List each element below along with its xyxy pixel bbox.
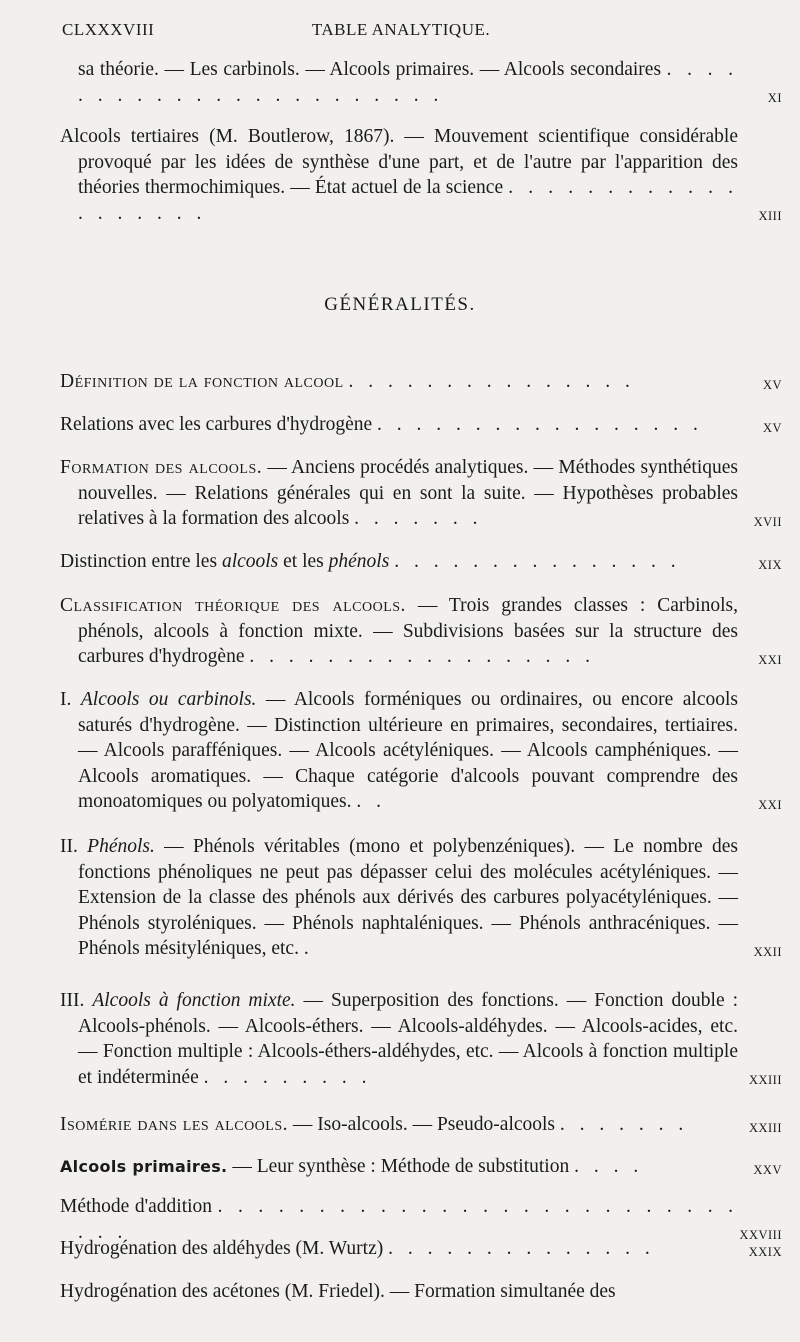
entry-italic: Alcools ou carbinols. bbox=[80, 689, 257, 710]
entry-text: Méthode d'addition bbox=[60, 1196, 213, 1217]
entry-text: Distinction entre les bbox=[60, 551, 222, 572]
entry-italic: Alcools à fonction mixte. bbox=[92, 990, 296, 1011]
toc-entry: Alcools tertiaires (M. Boutlerow, 1867). — Mouvement scientifique considérable provoqué par les idées de synthèse d'une part, et de l'autre par l'apparition des théories thermochimiques. — État actuel de la science . . . . . . . . . . . . . . . . . . . XIII bbox=[60, 124, 782, 226]
toc-entry: Hydrogénation des aldéhydes (M. Wurtz) . . . . . . . . . . . . . . XXIX bbox=[60, 1236, 782, 1262]
running-head bbox=[62, 20, 740, 48]
entry-text: et les bbox=[278, 551, 329, 572]
entry-lead: Classification théorique des alcools. bbox=[60, 595, 406, 616]
entry-text: — Superposition des fonctions. — Fonction double : Alcools-phénols. — Alcools-éthers. — Alcools-aldéhydes. — Alcools-acides, etc. — Fonction multiple : Alcools-éthers-aldéhydes, etc. — Alcools à fonction multiple et indéterminée bbox=[78, 990, 738, 1088]
entry-italic: alcools bbox=[221, 551, 279, 572]
entry-text: sa théorie. — Les carbinols. — Alcools primaires. — Alcools secondaires bbox=[78, 59, 662, 80]
entry-lead: Définition de la fonction alcool bbox=[60, 371, 344, 392]
entry-text: Hydrogénation des acétones (M. Friedel). — Formation simultanée des bbox=[60, 1281, 616, 1302]
entry-numeral: II. bbox=[60, 836, 88, 857]
entry-numeral: III. bbox=[60, 990, 93, 1011]
toc-entry: Alcools primaires. — Leur synthèse : Méthode de substitution . . . . XXV bbox=[60, 1154, 782, 1180]
entry-text: Alcools tertiaires (M. Boutlerow, 1867). — Mouvement scientifique considérable provoqué par les idées de synthèse d'une part, et de l'autre par l'apparition des théories thermochimiques. — État actuel de la science bbox=[60, 126, 738, 198]
entry-page: XIX bbox=[758, 557, 782, 572]
entry-text: — Leur synthèse : Méthode de substitution bbox=[227, 1156, 570, 1177]
entry-text: — Phénols véritables (mono et polybenzéniques). — Le nombre des fonctions phénoliques ne peut pas dépasser celui des molécules acétyléniques. — Extension de la classe des phénols aux dérivés des carbures polyacétyléniques. — Phénols styroléniques. — Phénols naphtaléniques. — Phénols anthracéniques. — Phénols mésityléniques, etc. bbox=[78, 836, 738, 959]
entry-page: XXV bbox=[753, 1162, 782, 1177]
entry-text: — Trois grandes classes : Carbinols, phénols, alcools à fonction mixte. — Subdivisions basées sur la structure des carbures d'hydrogène bbox=[78, 595, 738, 667]
entry-text: Hydrogénation des aldéhydes (M. Wurtz) bbox=[60, 1238, 384, 1259]
running-title: TABLE ANALYTIQUE. bbox=[311, 20, 491, 39]
entry-text: — Anciens procédés analytiques. — Méthodes synthétiques nouvelles. — Relations générales qui en sont la suite. — Hypothèses probables relatives à la formation des alcools bbox=[78, 457, 738, 529]
entry-italic: phénols bbox=[328, 551, 390, 572]
toc-entry: Classification théorique des alcools. — Trois grandes classes : Carbinols, phénols, alcools à fonction mixte. — Subdivisions basées sur la structure des carbures d'hydrogène . . . . . . . . . . . . . . . . . . XXI bbox=[60, 593, 782, 670]
entry-page: XXIII bbox=[748, 1073, 782, 1087]
toc-entry: Formation des alcools. — Anciens procédés analytiques. — Méthodes synthétiques nouvelles. — Relations générales qui en sont la suite. — Hypothèses probables relatives à la formation des alcools . . . . . . . XVII bbox=[60, 455, 782, 532]
entry-page: XV bbox=[762, 420, 782, 435]
toc-entry: III. Alcools à fonction mixte. — Superposition des fonctions. — Fonction double : Alcools-phénols. — Alcools-éthers. — Alcools-aldéhydes. — Alcools-acides, etc. — Fonction multiple : Alcools-éthers-aldéhydes, etc. — Alcools à fonction multiple et indéterminée . . . . . . . . . XXIII bbox=[60, 988, 782, 1090]
entry-page: XXII bbox=[753, 944, 782, 959]
entry-page: XVII bbox=[753, 514, 782, 529]
toc-entry: Méthode d'addition . . . . . . . . . . . . . . . . . . . . . . . . . . . . . XXVIII bbox=[60, 1194, 782, 1245]
entry-page: XI bbox=[767, 91, 782, 105]
toc-entry: II. Phénols. — Phénols véritables (mono et polybenzéniques). — Le nombre des fonctions phénoliques ne peut pas dépasser celui des molécules acétyléniques. — Extension de la classe des phénols aux dérivés des carbures polyacétyléniques. — Phénols styroléniques. — Phénols naphtaléniques. — Phénols anthracéniques. — Phénols mésityléniques, etc. . XXII bbox=[60, 834, 782, 962]
entry-text: — Alcools forméniques ou ordinaires, ou encore alcools saturés d'hydrogène. — Distinction ultérieure en primaires, secondaires, tertiaires. — Alcools parafféniques. — Alcools acétyléniques. — Alcools camphéniques. — Alcools aromatiques. — Chaque catégorie d'alcools pouvant comprendre des monoatomiques ou polyatomiques. bbox=[78, 689, 738, 812]
entry-italic: Phénols. bbox=[87, 836, 155, 857]
entry-text: — Iso-alcools. — Pseudo-alcools bbox=[288, 1114, 556, 1135]
entry-page: XXI bbox=[758, 652, 782, 667]
toc-entry: Définition de la fonction alcool . . . . . . . . . . . . . . . XV bbox=[60, 369, 782, 395]
toc-entry: I. Alcools ou carbinols. — Alcools forméniques ou ordinaires, ou encore alcools saturés d'hydrogène. — Distinction ultérieure en primaires, secondaires, tertiaires. — Alcools parafféniques. — Alcools acétyléniques. — Alcools camphéniques. — Alcools aromatiques. — Chaque catégorie d'alcools pouvant comprendre des monoatomiques ou polyatomiques. . . XXI bbox=[60, 687, 782, 815]
toc-entry: Distinction entre les alcools et les phénols . . . . . . . . . . . . . . . XIX bbox=[60, 549, 782, 575]
entry-page: XIII bbox=[758, 209, 782, 223]
entry-text: Relations avec les carbures d'hydrogène bbox=[60, 414, 373, 435]
entry-lead: Formation des alcools. bbox=[60, 457, 263, 478]
entry-page: XXI bbox=[758, 797, 782, 812]
section-title: GÉNÉRALITÉS. bbox=[324, 294, 476, 315]
page-number: CLXXXVIII bbox=[62, 20, 155, 39]
toc-entry: Isomérie dans les alcools. — Iso-alcools. — Pseudo-alcools . . . . . . . XXIII bbox=[60, 1112, 782, 1138]
entry-bold: Alcools primaires. bbox=[60, 1157, 228, 1176]
entry-numeral: I. bbox=[60, 689, 81, 710]
entry-page: XXIII bbox=[748, 1120, 782, 1135]
toc-entry bbox=[60, 1279, 782, 1305]
entry-page: XV bbox=[762, 377, 782, 392]
entry-page: XXVIII bbox=[739, 1228, 782, 1242]
toc-entry: Relations avec les carbures d'hydrogène . . . . . . . . . . . . . . . . . XV bbox=[60, 412, 782, 438]
toc-entry: sa théorie. — Les carbinols. — Alcools primaires. — Alcools secondaires . . . . . . . . . . . . . . . . . . . . . . . XI bbox=[60, 57, 782, 108]
entry-page: XXIX bbox=[748, 1244, 782, 1259]
entry-lead: Isomérie dans les alcools. bbox=[60, 1114, 289, 1135]
